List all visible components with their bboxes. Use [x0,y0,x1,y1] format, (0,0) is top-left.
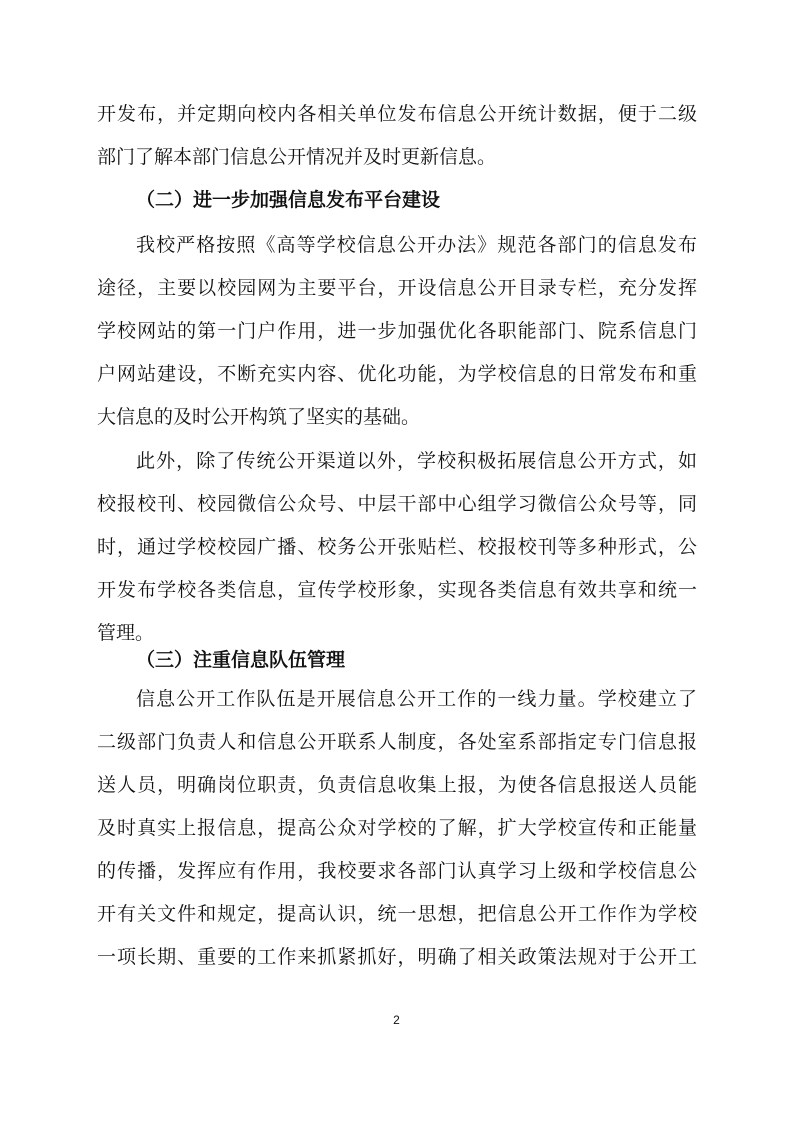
body-text-line: 管理。 [97,622,155,644]
body-text-line: 二级部门负责人和信息公开联系人制度，各处室系部指定专门信息报 [97,731,697,753]
body-text-line: 时，通过学校校园广播、校务公开张贴栏、校报校刊等多种形式，公 [97,536,697,558]
section-heading: （三）注重信息队伍管理 [136,649,346,671]
body-text-line: 开发布，并定期向校内各相关单位发布信息公开统计数据，便于二级 [97,103,697,125]
body-text-line: 我校严格按照《高等学校信息公开办法》规范各部门的信息发布 [136,234,697,256]
section-heading: （二）进一步加强信息发布平台建设 [136,189,441,211]
body-text-line: 部门了解本部门信息公开情况并及时更新信息。 [97,146,497,168]
body-text-line: 开有关文件和规定，提高认识，统一思想，把信息公开工作作为学校 [97,903,697,925]
body-text-line: 大信息的及时公开构筑了坚实的基础。 [97,406,421,428]
body-text-line: 户网站建设，不断充实内容、优化功能，为学校信息的日常发布和重 [97,363,697,385]
body-text-line: 学校网站的第一门户作用，进一步加强优化各职能部门、院系信息门 [97,320,697,342]
body-text-line: 的传播，发挥应有作用，我校要求各部门认真学习上级和学校信息公 [97,860,697,882]
body-text-line: 途径，主要以校园网为主要平台，开设信息公开目录专栏，充分发挥 [97,277,697,299]
page-number: 2 [393,1013,400,1027]
body-text-line: 开发布学校各类信息，宣传学校形象，实现各类信息有效共享和统一 [97,579,697,601]
body-text-line: 及时真实上报信息，提高公众对学校的了解，扩大学校宣传和正能量 [97,817,697,839]
body-text-line: 信息公开工作队伍是开展信息公开工作的一线力量。学校建立了 [136,688,697,710]
body-text-line: 校报校刊、校园微信公众号、中层干部中心组学习微信公众号等，同 [97,493,697,515]
body-text-line: 送人员，明确岗位职责，负责信息收集上报，为使各信息报送人员能 [97,774,697,796]
body-text-line: 一项长期、重要的工作来抓紧抓好，明确了相关政策法规对于公开工 [97,946,697,968]
body-text-line: 此外，除了传统公开渠道以外，学校积极拓展信息公开方式，如 [136,450,697,472]
